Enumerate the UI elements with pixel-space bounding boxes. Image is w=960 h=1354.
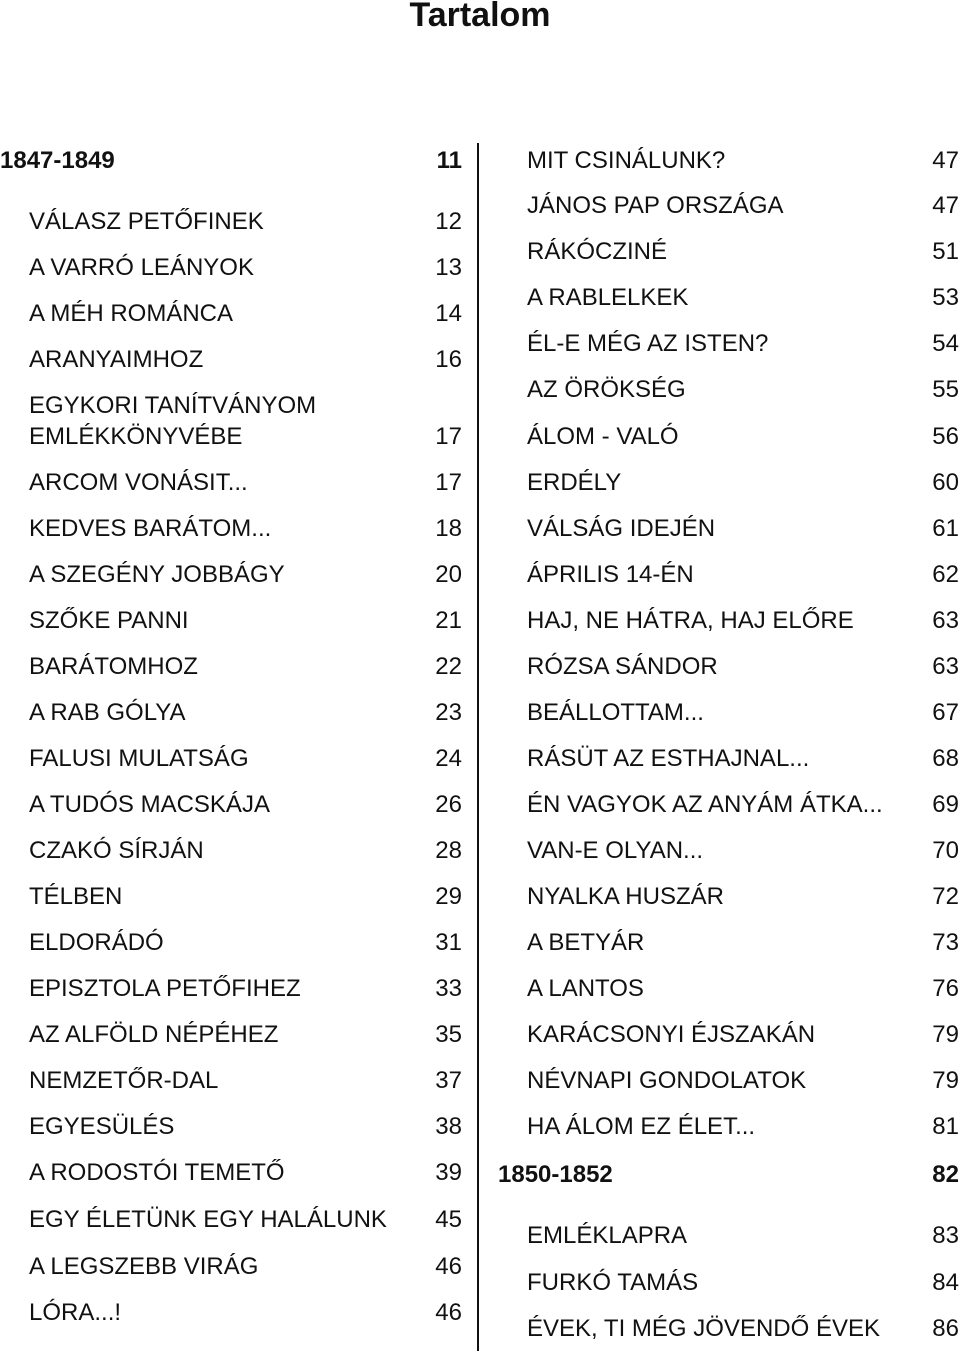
toc-entry <box>0 344 462 376</box>
toc-entry <box>498 559 959 591</box>
toc-entry <box>0 789 462 821</box>
toc-page-number: 63 <box>932 653 959 680</box>
toc-page-number: 53 <box>932 284 959 311</box>
toc-page-number: 14 <box>435 300 462 327</box>
toc-entry-title: EGYESÜLÉS <box>29 1113 175 1140</box>
toc-entry <box>0 421 462 453</box>
toc-entry <box>0 1111 462 1143</box>
toc-entry <box>0 559 462 591</box>
toc-entry-title: EPISZTOLA PETŐFIHEZ <box>29 975 301 1002</box>
toc-page-number: 47 <box>932 192 959 219</box>
toc-entry-title: RÁSÜT AZ ESTHAJNAL... <box>527 745 810 772</box>
toc-section-row <box>0 145 462 177</box>
toc-entry <box>0 1065 462 1097</box>
toc-entry <box>498 236 959 268</box>
toc-page-number: 22 <box>435 653 462 680</box>
toc-page-number: 84 <box>932 1269 959 1296</box>
toc-page-number: 47 <box>932 147 959 174</box>
toc-page-number: 18 <box>435 515 462 542</box>
toc-page-number: 56 <box>932 423 959 450</box>
toc-page-number: 26 <box>435 791 462 818</box>
toc-entry <box>498 927 959 959</box>
toc-entry-title: A SZEGÉNY JOBBÁGY <box>29 561 285 588</box>
toc-entry-title: NYALKA HUSZÁR <box>527 883 724 910</box>
toc-page-number: 37 <box>435 1067 462 1094</box>
toc-entry <box>498 743 959 775</box>
toc-entry-title: EGYKORI TANÍTVÁNYOM <box>29 392 317 419</box>
toc-page-number: 81 <box>932 1113 959 1140</box>
toc-page-number: 63 <box>932 607 959 634</box>
toc-entry-title: EMLÉKLAPRA <box>527 1222 688 1249</box>
toc-entry-title: ÁLOM - VALÓ <box>527 423 679 450</box>
toc-page-number: 69 <box>932 791 959 818</box>
toc-page-number: 62 <box>932 561 959 588</box>
toc-page-number: 83 <box>932 1222 959 1249</box>
toc-entry-title: TÉLBEN <box>29 883 123 910</box>
toc-page-number: 82 <box>932 1161 959 1188</box>
toc-entry <box>498 190 959 222</box>
toc-entry <box>498 1313 959 1345</box>
toc-page-number: 86 <box>932 1315 959 1342</box>
toc-entry-title: A MÉH ROMÁNCA <box>29 300 234 327</box>
toc-page-number: 45 <box>435 1206 462 1233</box>
toc-entry <box>0 298 462 330</box>
page-title: Tartalom <box>409 0 551 34</box>
toc-entry <box>498 282 959 314</box>
toc-entry-title: BARÁTOMHOZ <box>29 653 198 680</box>
toc-page-number: 13 <box>435 254 462 281</box>
toc-entry-title: A LEGSZEBB VIRÁG <box>29 1253 259 1280</box>
toc-entry <box>0 697 462 729</box>
toc-entry-title: ELDORÁDÓ <box>29 929 164 956</box>
toc-entry-title: A LANTOS <box>527 975 644 1002</box>
toc-entry <box>498 1019 959 1051</box>
toc-entry <box>498 605 959 637</box>
toc-entry <box>0 252 462 284</box>
toc-entry-title: RÓZSA SÁNDOR <box>527 653 718 680</box>
toc-entry <box>498 973 959 1005</box>
toc-entry <box>498 835 959 867</box>
toc-entry-title: SZŐKE PANNI <box>29 607 189 634</box>
toc-entry <box>0 206 462 238</box>
toc-entry-title: ÁPRILIS 14-ÉN <box>527 561 694 588</box>
toc-entry <box>498 1220 959 1252</box>
toc-entry-title: JÁNOS PAP ORSZÁGA <box>527 192 784 219</box>
toc-page-number: 61 <box>932 515 959 542</box>
toc-entry-title: ARANYAIMHOZ <box>29 346 204 373</box>
toc-entry-title: A VARRÓ LEÁNYOK <box>29 254 254 281</box>
toc-entry-title: ÉN VAGYOK AZ ANYÁM ÁTKA... <box>527 791 883 818</box>
toc-entry <box>0 390 462 422</box>
toc-entry <box>0 1251 462 1283</box>
toc-entry-title: LÓRA...! <box>29 1299 122 1326</box>
toc-entry-title: NÉVNAPI GONDOLATOK <box>527 1067 807 1094</box>
toc-entry <box>498 651 959 683</box>
toc-entry <box>0 973 462 1005</box>
toc-entry-title: ÉL-E MÉG AZ ISTEN? <box>527 330 769 357</box>
toc-entry <box>498 513 959 545</box>
toc-entry-title: RÁKÓCZINÉ <box>527 238 668 265</box>
toc-page-number: 17 <box>435 469 462 496</box>
toc-page-number: 72 <box>932 883 959 910</box>
toc-page-number: 79 <box>932 1067 959 1094</box>
toc-page-number: 35 <box>435 1021 462 1048</box>
toc-page-number: 68 <box>932 745 959 772</box>
toc-page-number: 17 <box>435 423 462 450</box>
toc-entry-title: VÁLSÁG IDEJÉN <box>527 515 716 542</box>
toc-page-number: 28 <box>435 837 462 864</box>
toc-page-number: 60 <box>932 469 959 496</box>
toc-entry <box>0 743 462 775</box>
toc-page-number: 38 <box>435 1113 462 1140</box>
toc-entry <box>0 605 462 637</box>
toc-entry-title: HAJ, NE HÁTRA, HAJ ELŐRE <box>527 607 854 634</box>
toc-entry <box>0 927 462 959</box>
toc-entry-title: CZAKÓ SÍRJÁN <box>29 837 204 864</box>
toc-page-number: 54 <box>932 330 959 357</box>
toc-entry-title: AZ ÖRÖKSÉG <box>527 376 686 403</box>
toc-entry <box>498 421 959 453</box>
toc-entry <box>0 513 462 545</box>
toc-entry-title: ERDÉLY <box>527 469 622 496</box>
toc-entry-title: HA ÁLOM EZ ÉLET... <box>527 1113 756 1140</box>
toc-page-number: 67 <box>932 699 959 726</box>
toc-entry-title: A RODOSTÓI TEMETŐ <box>29 1159 285 1186</box>
toc-entry <box>0 1297 462 1329</box>
toc-entry-title: A TUDÓS MACSKÁJA <box>29 791 270 818</box>
toc-entry <box>0 1019 462 1051</box>
toc-entry-title: MIT CSINÁLUNK? <box>527 147 726 174</box>
toc-entry <box>498 145 959 177</box>
toc-page-number: 33 <box>435 975 462 1002</box>
toc-entry-title: VAN-E OLYAN... <box>527 837 704 864</box>
toc-page-number: 20 <box>435 561 462 588</box>
toc-entry <box>498 328 959 360</box>
toc-entry <box>0 1204 462 1236</box>
toc-page-number: 12 <box>435 208 462 235</box>
toc-entry <box>498 1065 959 1097</box>
toc-entry <box>498 374 959 406</box>
toc-entry-title: AZ ALFÖLD NÉPÉHEZ <box>29 1021 279 1048</box>
toc-entry-title: NEMZETŐR-DAL <box>29 1067 219 1094</box>
toc-entry-title: KEDVES BARÁTOM... <box>29 515 272 542</box>
toc-page-number: 23 <box>435 699 462 726</box>
toc-section-row <box>498 1159 959 1191</box>
toc-page-number: 73 <box>932 929 959 956</box>
toc-page-number: 55 <box>932 376 959 403</box>
toc-page-number: 16 <box>435 346 462 373</box>
toc-page-number: 46 <box>435 1299 462 1326</box>
toc-section-title: 1847-1849 <box>0 147 115 174</box>
toc-page-number: 70 <box>932 837 959 864</box>
toc-entry-title: VÁLASZ PETŐFINEK <box>29 208 264 235</box>
toc-page-number: 24 <box>435 745 462 772</box>
toc-page-number: 11 <box>436 147 462 174</box>
toc-entry-title: BEÁLLOTTAM... <box>527 699 704 726</box>
toc-entry <box>0 881 462 913</box>
toc-entry <box>498 789 959 821</box>
toc-entry <box>498 697 959 729</box>
column-divider <box>477 143 479 1351</box>
toc-entry-title: A RABLELKEK <box>527 284 689 311</box>
toc-entry-title: FALUSI MULATSÁG <box>29 745 249 772</box>
toc-entry-title: ARCOM VONÁSIT... <box>29 469 248 496</box>
toc-entry <box>498 881 959 913</box>
toc-entry-title: FURKÓ TAMÁS <box>527 1269 699 1296</box>
toc-entry <box>0 1157 462 1189</box>
toc-entry-title: KARÁCSONYI ÉJSZAKÁN <box>527 1021 816 1048</box>
toc-entry-title: EMLÉKKÖNYVÉBE <box>29 423 243 450</box>
toc-entry <box>0 651 462 683</box>
toc-page-number: 46 <box>435 1253 462 1280</box>
toc-page-number: 21 <box>435 607 462 634</box>
toc-page-number: 29 <box>435 883 462 910</box>
toc-page-number: 31 <box>435 929 462 956</box>
toc-entry <box>498 467 959 499</box>
toc-entry-title: A RAB GÓLYA <box>29 699 186 726</box>
toc-entry <box>498 1111 959 1143</box>
toc-page-number: 39 <box>435 1159 462 1186</box>
toc-page-number: 79 <box>932 1021 959 1048</box>
toc-entry <box>498 1267 959 1299</box>
toc-section-title: 1850-1852 <box>498 1161 613 1188</box>
toc-entry <box>0 835 462 867</box>
toc-page-number: 76 <box>932 975 959 1002</box>
toc-entry-title: A BETYÁR <box>527 929 645 956</box>
toc-page-number: 51 <box>932 238 959 265</box>
toc-entry-title: EGY ÉLETÜNK EGY HALÁLUNK <box>29 1206 387 1233</box>
toc-entry-title: ÉVEK, TI MÉG JÖVENDŐ ÉVEK <box>527 1315 880 1342</box>
toc-entry <box>0 467 462 499</box>
